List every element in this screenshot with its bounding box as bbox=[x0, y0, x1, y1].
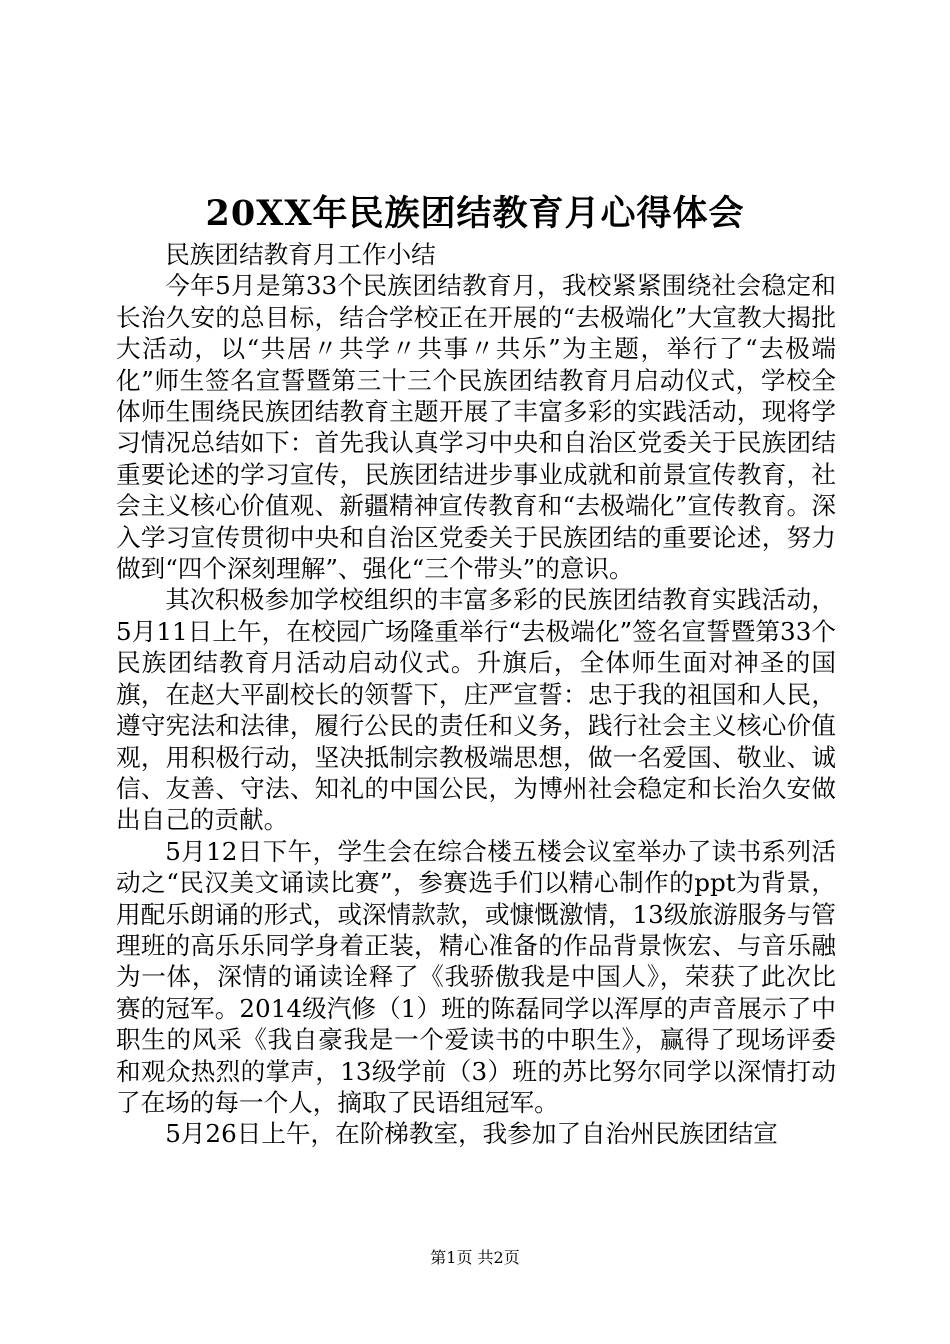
body-paragraph: 今年5月是第33个民族团结教育月，我校紧紧围绕社会稳定和长治久安的总目标，结合学校正在开展的“去极端化”大宣教大揭批大活动，以“共居〃共学〃共事〃共乐”为主题，举行了“去极端化”师生签名宣誓暨第三十三个民族团结教育月启动仪式，学校全体师生围绕民族团结教育主题开展了丰富多彩的实践活动，现将学习情况总结如下：首先我认真学习中央和自治区党委关于民族团结重要论述的学习宣传，民族团结进步事业成就和前景宣传教育，社会主义核心价值观、新疆精神宣传教育和“去极端化”宣传教育。深入学习宣传贯彻中央和自治区党委关于民族团结的重要论述，努力做到“四个深刻理解”、强化“三个带头”的意识。 bbox=[116, 271, 836, 584]
page-number-footer: 第1页 共2页 bbox=[430, 1248, 520, 1267]
body-paragraph: 其次积极参加学校组织的丰富多彩的民族团结教育实践活动，5月11日上午，在校园广场隆重举行“去极端化”签名宣誓暨第33个民族团结教育月活动启动仪式。升旗后，全体师生面对神圣的国旗，在赵大平副校长的领誓下，庄严宣誓：忠于我的祖国和人民，遵守宪法和法律，履行公民的责任和义务，践行社会主义核心价值观，用积极行动，坚决抵制宗教极端思想，做一名爱国、敬业、诚信、友善、守法、知礼的中国公民，为博州社会稳定和长治久安做出自己的贡献。 bbox=[116, 585, 836, 835]
body-paragraph: 5月12日下午，学生会在综合楼五楼会议室举办了读书系列活动之“民汉美文诵读比赛”，参赛选手们以精心制作的ppt为背景，用配乐朗诵的形式，或深情款款，或慷慨激情，13级旅游服务与管理班的高乐乐同学身着正装，精心准备的作品背景恢宏、与音乐融为一体，深情的诵读诠释了《我骄傲我是中国人》，荣获了此次比赛的冠军。2014级汽修（1）班的陈磊同学以浑厚的声音展示了中职生的风采《我自豪我是一个爱读书的中职生》，赢得了现场评委和观众热烈的掌声，13级学前（3）班的苏比努尔同学以深情打动了在场的每一个人，摘取了民语组冠军。 bbox=[116, 836, 836, 1117]
body-paragraph: 5月26日上午，在阶梯教室，我参加了自治州民族团结宣 bbox=[165, 1119, 778, 1149]
document-title: 20XX年民族团结教育月心得体会 bbox=[205, 193, 745, 234]
subtitle-paragraph: 民族团结教育月工作小结 bbox=[165, 240, 436, 269]
document-body bbox=[116, 239, 836, 1150]
